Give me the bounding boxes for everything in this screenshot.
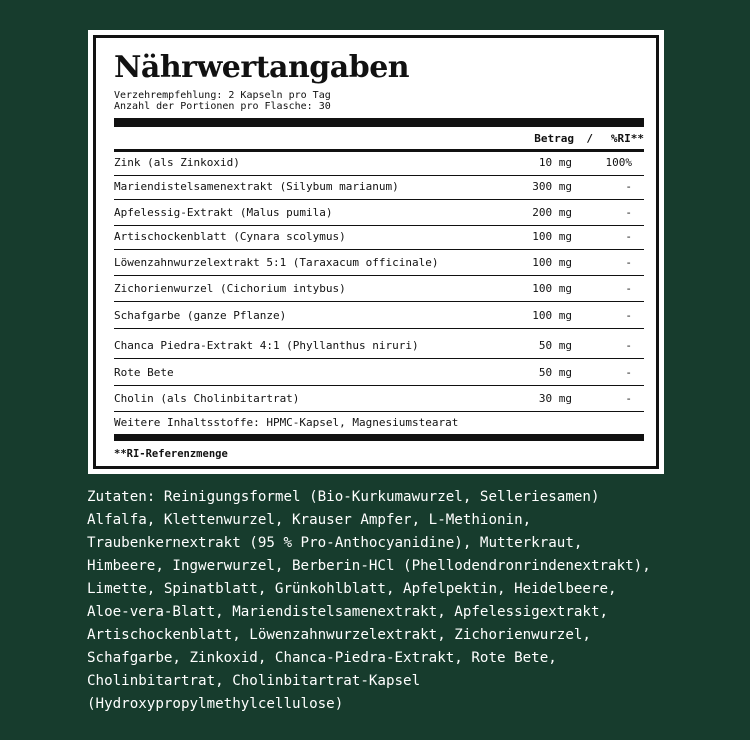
- nutrient-amount: 50 mg: [538, 339, 572, 352]
- ingredients-line: Limette, Spinatblatt, Grünkohlblatt, Apfelpektin, Heidelbeere,: [87, 581, 617, 597]
- top-thick-rule: [114, 118, 644, 127]
- nutrition-label: [88, 30, 664, 474]
- nutrient-ri: -: [625, 282, 632, 295]
- nutrient-amount: 100 mg: [532, 309, 572, 322]
- table-row: [114, 250, 644, 276]
- nutrient-name: Rote Bete: [114, 366, 174, 379]
- table-row: [114, 329, 644, 359]
- nutrient-amount: 10 mg: [538, 156, 572, 169]
- nutrient-ri: -: [625, 230, 632, 243]
- nutrient-amount: 30 mg: [538, 392, 572, 405]
- ingredients-text: [87, 486, 727, 716]
- nutrient-name: Löwenzahnwurzelextrakt 5:1 (Taraxacum officinale): [114, 256, 439, 269]
- header-separator: /: [586, 132, 593, 145]
- table-row: [114, 359, 644, 386]
- table-header: [114, 132, 644, 148]
- nutrient-amount: 50 mg: [538, 366, 572, 379]
- ingredients-line: Zutaten: Reinigungsformel (Bio-Kurkumawurzel, Selleriesamen): [87, 489, 600, 505]
- bottom-thick-rule: [114, 434, 644, 441]
- nutrient-amount: 100 mg: [532, 282, 572, 295]
- label-border: [93, 35, 659, 469]
- portions-per-bottle: Anzahl der Portionen pro Flasche: 30: [114, 101, 331, 112]
- table-row: [114, 226, 644, 250]
- nutrient-name: Zichorienwurzel (Cichorium intybus): [114, 282, 346, 295]
- further-ingredients: Weitere Inhaltsstoffe: HPMC-Kapsel, Magnesiumstearat: [114, 416, 459, 429]
- table-row: [114, 200, 644, 226]
- nutrient-ri: -: [625, 206, 632, 219]
- nutrient-amount: 200 mg: [532, 206, 572, 219]
- ingredients-line: Cholinbitartrat, Cholinbitartrat-Kapsel: [87, 673, 421, 689]
- nutrient-amount: 300 mg: [532, 180, 572, 193]
- nutrient-name: Artischockenblatt (Cynara scolymus): [114, 230, 346, 243]
- nutrient-table: [114, 152, 644, 412]
- nutrient-name: Zink (als Zinkoxid): [114, 156, 240, 169]
- serving-recommendation: Verzehrempfehlung: 2 Kapseln pro Tag: [114, 90, 331, 101]
- nutrient-name: Schafgarbe (ganze Pflanze): [114, 309, 287, 322]
- header-amount: Betrag: [534, 132, 574, 145]
- ingredients-line: Artischockenblatt, Löwenzahnwurzelextrakt, Zichorienwurzel,: [87, 627, 591, 643]
- table-row: [114, 302, 644, 329]
- ingredients-line: Alfalfa, Klettenwurzel, Krauser Ampfer, L-Methionin,: [87, 512, 532, 528]
- nutrient-name: Cholin (als Cholinbitartrat): [114, 392, 300, 405]
- nutrient-ri: -: [625, 339, 632, 352]
- ingredients-line: Schafgarbe, Zinkoxid, Chanca-Piedra-Extrakt, Rote Bete,: [87, 650, 557, 666]
- label-title: Nährwertangaben: [114, 50, 410, 85]
- nutrient-ri: -: [625, 392, 632, 405]
- nutrient-ri: -: [625, 309, 632, 322]
- ingredients-line: (Hydroxypropylmethylcellulose): [87, 696, 344, 712]
- nutrient-name: Apfelessig-Extrakt (Malus pumila): [114, 206, 333, 219]
- table-row: [114, 152, 644, 176]
- ri-footnote: **RI-Referenzmenge: [114, 448, 228, 460]
- nutrient-ri: -: [625, 180, 632, 193]
- nutrient-amount: 100 mg: [532, 230, 572, 243]
- ingredients-line: Aloe-vera-Blatt, Mariendistelsamenextrakt, Apfelessigextrakt,: [87, 604, 609, 620]
- nutrient-name: Chanca Piedra-Extrakt 4:1 (Phyllanthus niruri): [114, 339, 419, 352]
- ingredients-line: Traubenkernextrakt (95 % Pro-Anthocyanidine), Mutterkraut,: [87, 535, 583, 551]
- header-ri: %RI**: [610, 132, 644, 145]
- ingredients-line: Himbeere, Ingwerwurzel, Berberin-HCl (Phellodendronrindenextrakt),: [87, 558, 651, 574]
- nutrient-ri: -: [625, 256, 632, 269]
- nutrient-amount: 100 mg: [532, 256, 572, 269]
- table-row: [114, 176, 644, 200]
- nutrient-name: Mariendistelsamenextrakt (Silybum marianum): [114, 180, 399, 193]
- nutrient-ri: -: [625, 366, 632, 379]
- nutrient-ri: 100%: [605, 156, 632, 169]
- table-row: [114, 386, 644, 412]
- table-row: [114, 276, 644, 302]
